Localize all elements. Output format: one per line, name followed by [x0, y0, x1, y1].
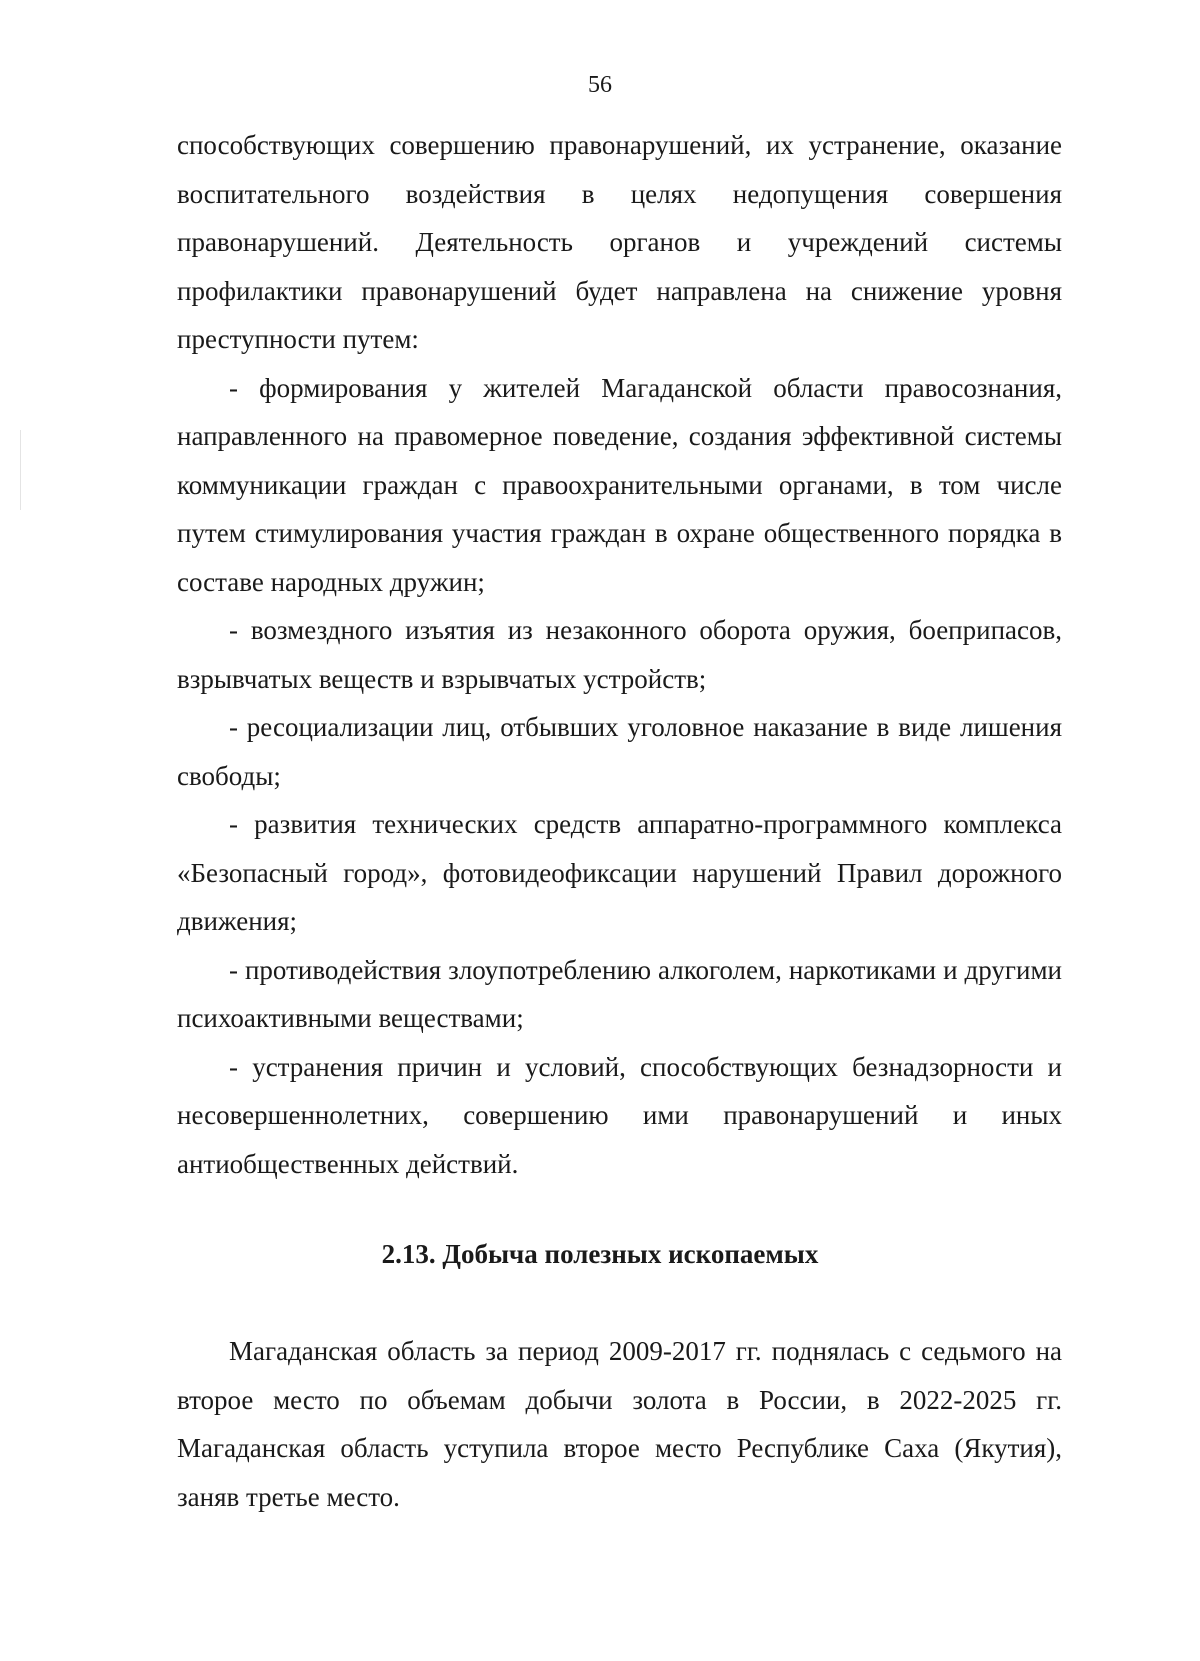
- list-item-safe-city: - развития технических средств аппаратно-программного комплекса «Безопасный город», фотовидеофиксации нарушений Правил дорожного движения;: [177, 809, 1062, 936]
- page-number: 56: [588, 72, 612, 98]
- paragraph-gold-mining: Магаданская область за период 2009-2017 гг. поднялась с седьмого на второе место по объемам добычи золота в России, в 2022-2025 гг. Магаданская область уступила второе место Республике Саха (Якутия), заняв третье место.: [177, 1336, 1062, 1512]
- list-item-weapons-withdrawal: - возмездного изъятия из незаконного оборота оружия, боеприпасов, взрывчатых веществ и взрывчатых устройств;: [177, 615, 1062, 694]
- section-heading: 2.13. Добыча полезных ископаемых: [381, 1239, 819, 1269]
- body-text: [177, 121, 1062, 1188]
- scan-edge-mark: [20, 430, 21, 510]
- list-item-resocialization: - ресоциализации лиц, отбывших уголовное наказание в виде лишения свободы;: [177, 712, 1062, 791]
- paragraph-intro: способствующих совершению правонарушений, их устранение, оказание воспитательного воздействия в целях недопущения совершения правонарушений. Деятельность органов и учреждений системы профилактики правонарушений будет направлена на снижение уровня преступности путем:: [177, 130, 1062, 354]
- list-item-legal-awareness: - формирования у жителей Магаданской области правосознания, направленного на правомерное поведение, создания эффективной системы коммуникации граждан с правоохранительными органами, в том числе путем стимулирования участия граждан в охране общественного порядка в составе народных дружин;: [177, 372, 1062, 597]
- list-item-substance-abuse: - противодействия злоупотреблению алкоголем, наркотиками и другими психоактивными веществами;: [177, 954, 1062, 1033]
- list-item-juvenile-neglect: - устранения причин и условий, способствующих безнадзорности и несовершеннолетних, совершению ими правонарушений и иных антиобщественных действий.: [177, 1051, 1062, 1179]
- section-text: [177, 1327, 1062, 1521]
